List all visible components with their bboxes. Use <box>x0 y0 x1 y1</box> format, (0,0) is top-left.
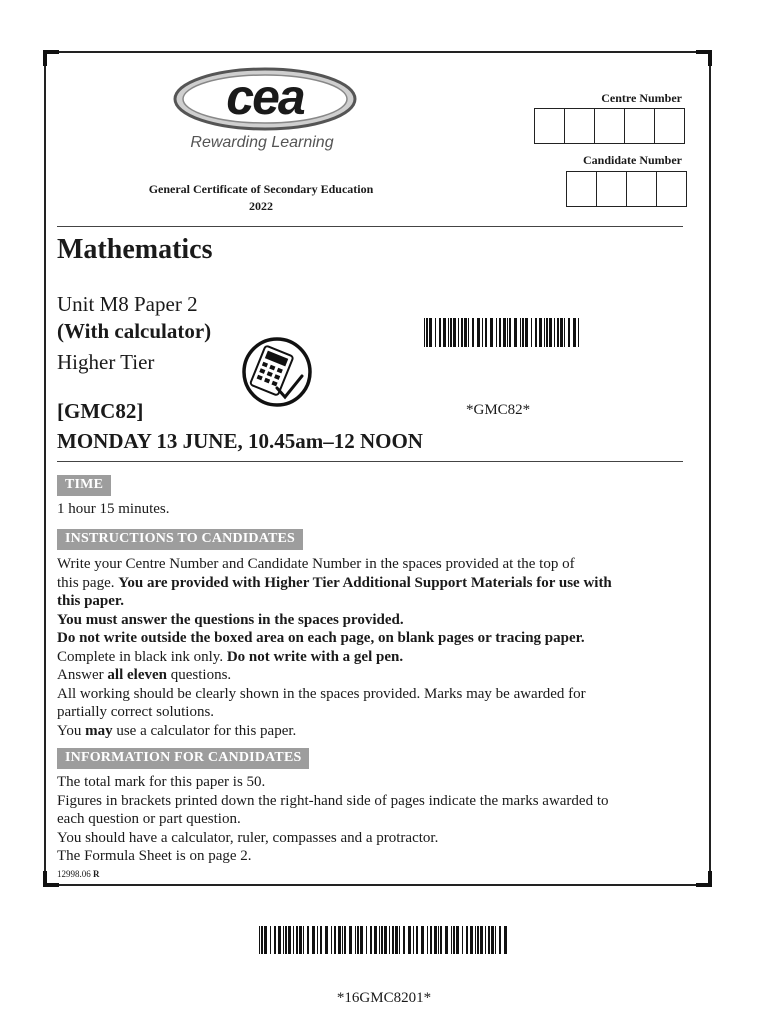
logo-tagline: Rewarding Learning <box>190 134 334 151</box>
barcode-bar <box>360 926 363 954</box>
barcode-bar <box>480 926 483 954</box>
barcode-bar <box>331 926 332 954</box>
calculator-label: (With calculator) <box>57 319 212 343</box>
barcode-bar <box>564 318 565 347</box>
barcode-bar <box>355 926 356 954</box>
qualification-block <box>110 181 412 215</box>
barcode-bar <box>395 926 398 954</box>
barcode-bar <box>554 318 555 347</box>
barcode-bar <box>435 318 436 347</box>
information-line: You should have a calculator, ruler, compasses and a protractor. <box>57 829 439 846</box>
instructions-text <box>57 555 687 740</box>
barcode-bar <box>392 926 394 954</box>
barcode-bar <box>264 926 267 954</box>
barcode-bar <box>299 926 302 954</box>
barcode-bar <box>525 318 528 347</box>
instruction-line: Write your Centre Number and Candidate Number in the spaces provided at the top of <box>57 556 575 572</box>
barcode-bar <box>344 926 346 954</box>
barcode-bar <box>338 926 341 954</box>
time-text: 1 hour 15 minutes. <box>57 501 170 517</box>
barcode-bar <box>451 926 452 954</box>
digit-box[interactable] <box>656 171 687 207</box>
barcode-bar <box>320 926 322 954</box>
barcode-bar <box>450 318 452 347</box>
svg-text:cea: cea <box>226 69 304 125</box>
barcode-bar <box>296 926 298 954</box>
barcode-bar <box>499 926 501 954</box>
corner-mark <box>43 50 59 66</box>
time-heading: TIME <box>57 475 111 496</box>
cea-logo <box>172 66 358 132</box>
barcode-bar <box>461 318 463 347</box>
barcode-bar <box>317 926 318 954</box>
barcode-bar <box>504 926 507 954</box>
barcode-bar <box>503 318 506 347</box>
barcode-bar <box>434 926 437 954</box>
barcode-bar <box>462 926 463 954</box>
barcode-bar <box>288 926 291 954</box>
barcode-bar <box>445 926 448 954</box>
barcode-bar <box>424 318 425 347</box>
barcode-bottom <box>259 926 507 954</box>
barcode-bar <box>490 318 493 347</box>
barcode-bar <box>464 318 467 347</box>
barcode-bar <box>496 318 497 347</box>
instruction-line: this paper. <box>57 593 124 609</box>
barcode-bar <box>384 926 387 954</box>
barcode-bar <box>416 926 418 954</box>
barcode-bar <box>488 926 490 954</box>
digit-box[interactable] <box>596 171 627 207</box>
instruction-line: All working should be clearly shown in the spaces provided. Marks may be awarded for <box>57 685 586 702</box>
barcode-bar <box>522 318 524 347</box>
barcode-bar <box>312 926 315 954</box>
digit-box[interactable] <box>624 108 655 144</box>
barcode-bar <box>544 318 545 347</box>
barcode-bar <box>429 318 432 347</box>
document-reference: 12998.06 R <box>57 869 100 879</box>
instruction-line: partially correct solutions. <box>57 704 215 720</box>
barcode-bar <box>389 926 390 954</box>
divider <box>57 461 683 462</box>
barcode-bar <box>349 926 352 954</box>
digit-box[interactable] <box>654 108 685 144</box>
unit-label: Unit M8 Paper 2 <box>57 292 198 316</box>
barcode-bar <box>448 318 449 347</box>
information-heading: INFORMATION FOR CANDIDATES <box>57 748 309 769</box>
instruction-line: this page. You are provided with Higher Tier Additional Support Materials for use with <box>57 574 612 591</box>
candidate-number-label: Candidate Number <box>582 153 682 167</box>
digit-box[interactable] <box>564 108 595 144</box>
barcode-bar <box>453 926 455 954</box>
centre-number-field[interactable] <box>535 108 685 144</box>
qualification-title: General Certificate of Secondary Education <box>148 182 374 196</box>
barcode-label: *GMC82* <box>466 402 531 418</box>
barcode-bar <box>485 926 486 954</box>
paper-code: [GMC82] <box>57 399 144 423</box>
digit-box[interactable] <box>626 171 657 207</box>
instruction-line: Do not write outside the boxed area on each page, on blank pages or tracing paper. <box>57 630 585 646</box>
barcode-bar <box>499 318 501 347</box>
page-barcode-label: *16GMC8201* <box>336 990 432 1006</box>
tier-label: Higher Tier <box>57 350 155 374</box>
barcode-bar <box>456 926 459 954</box>
barcode-bar <box>325 926 328 954</box>
barcode-bar <box>468 318 469 347</box>
barcode-bar <box>403 926 405 954</box>
barcode-bar <box>495 926 496 954</box>
barcode-bar <box>270 926 271 954</box>
barcode-bar <box>477 318 480 347</box>
barcode-bar <box>438 926 439 954</box>
barcode-bar <box>381 926 383 954</box>
information-line: The Formula Sheet is on page 2. <box>57 848 252 864</box>
barcode-bar <box>557 318 559 347</box>
barcode-bar <box>509 318 511 347</box>
barcode-bar <box>334 926 336 954</box>
barcode-bar <box>278 926 281 954</box>
barcode-bar <box>568 318 570 347</box>
barcode-bar <box>342 926 343 954</box>
instructions-heading: INSTRUCTIONS TO CANDIDATES <box>57 529 303 550</box>
barcode-bar <box>539 318 542 347</box>
barcode-bar <box>440 926 442 954</box>
barcode-bar <box>507 318 508 347</box>
barcode-bar <box>491 926 494 954</box>
barcode-bar <box>472 318 474 347</box>
information-line: The total mark for this paper is 50. <box>57 774 266 790</box>
barcode-bar <box>477 926 479 954</box>
exam-year: 2022 <box>249 199 273 213</box>
barcode-bar <box>430 926 432 954</box>
barcode-bar <box>293 926 294 954</box>
barcode-bar <box>307 926 309 954</box>
barcode-bar <box>421 926 424 954</box>
barcode-bar <box>370 926 372 954</box>
barcode-bar <box>535 318 537 347</box>
barcode-top <box>424 318 580 347</box>
barcode-bar <box>374 926 377 954</box>
barcode-bar <box>453 318 456 347</box>
barcode-bar <box>549 318 552 347</box>
divider <box>57 226 683 227</box>
barcode-bar <box>475 926 476 954</box>
instruction-line: You must answer the questions in the spaces provided. <box>57 611 404 628</box>
barcode-bar <box>408 926 411 954</box>
barcode-bar <box>520 318 521 347</box>
barcode-bar <box>514 318 517 347</box>
barcode-bar <box>531 318 532 347</box>
barcode-bar <box>379 926 380 954</box>
exam-date: MONDAY 13 JUNE, 10.45am–12 NOON <box>57 429 423 453</box>
barcode-bar <box>399 926 400 954</box>
instruction-line: Answer all eleven questions. <box>57 667 232 683</box>
centre-number-label: Centre Number <box>601 91 682 105</box>
information-line: Figures in brackets printed down the right-hand side of pages indicate the marks awarded to <box>57 792 609 809</box>
calculator-allowed-icon <box>239 336 315 408</box>
barcode-bar <box>482 318 483 347</box>
digit-box[interactable] <box>594 108 625 144</box>
barcode-bar <box>546 318 548 347</box>
information-text <box>57 773 687 866</box>
barcode-bar <box>303 926 304 954</box>
subject-title: Mathematics <box>57 234 213 265</box>
barcode-bar <box>413 926 414 954</box>
corner-mark <box>696 871 712 887</box>
barcode-bar <box>283 926 284 954</box>
barcode-bar <box>470 926 473 954</box>
barcode-bar <box>274 926 276 954</box>
barcode-bar <box>466 926 468 954</box>
candidate-number-field[interactable] <box>567 171 687 207</box>
instruction-line: Complete in black ink only. Do not write with a gel pen. <box>57 648 404 665</box>
information-line: each question or part question. <box>57 811 241 827</box>
barcode-bar <box>357 926 359 954</box>
barcode-bar <box>560 318 563 347</box>
barcode-bar <box>285 926 287 954</box>
barcode-bar <box>573 318 576 347</box>
barcode-bar <box>426 318 428 347</box>
barcode-bar <box>485 318 487 347</box>
barcode-bar <box>366 926 367 954</box>
barcode-bar <box>439 318 441 347</box>
barcode-bar <box>261 926 263 954</box>
barcode-bar <box>578 318 579 347</box>
corner-mark <box>696 50 712 66</box>
digit-box[interactable] <box>566 171 597 207</box>
instruction-line: You may use a calculator for this paper. <box>57 722 297 739</box>
digit-box[interactable] <box>534 108 565 144</box>
barcode-bar <box>458 318 459 347</box>
barcode-bar <box>443 318 446 347</box>
barcode-bar <box>259 926 260 954</box>
barcode-bar <box>427 926 428 954</box>
